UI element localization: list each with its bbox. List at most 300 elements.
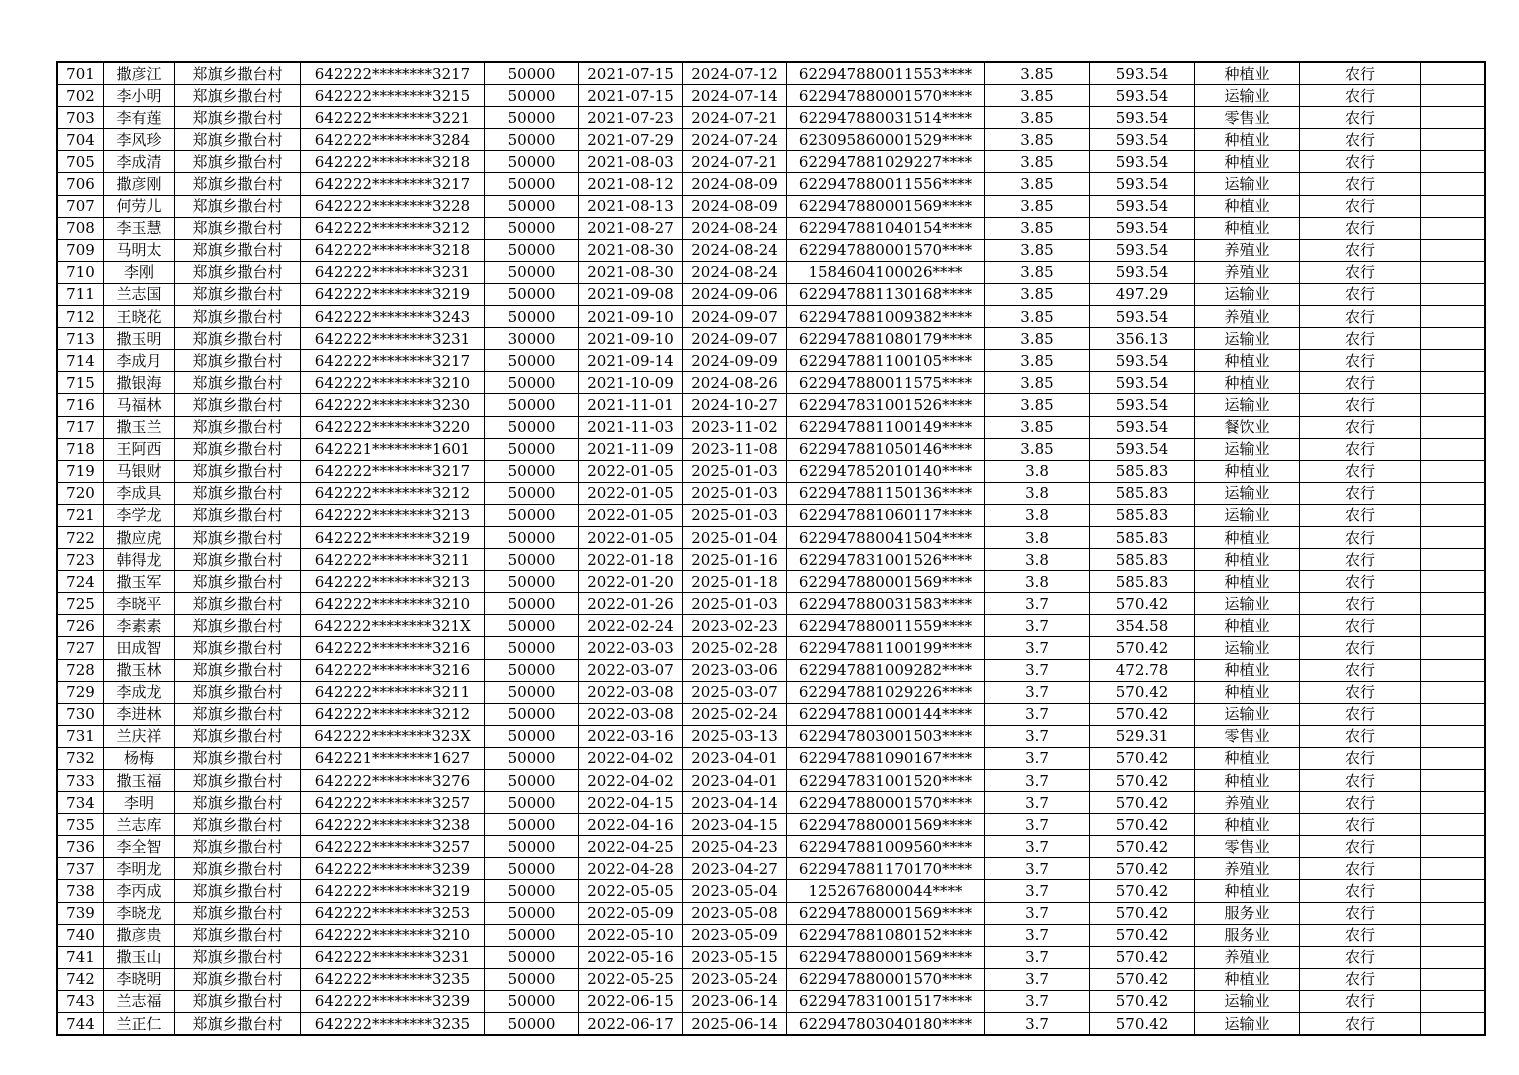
end-date-cell: 2025-06-14 (683, 1013, 787, 1036)
borrower-name-cell: 马银财 (104, 460, 175, 482)
borrower-name-cell: 李晓平 (104, 593, 175, 615)
id-number-cell: 642222********3238 (301, 814, 485, 836)
end-date-cell: 2023-04-14 (683, 792, 787, 814)
end-date-cell: 2024-08-09 (683, 195, 787, 217)
table-row (57, 637, 1485, 659)
borrower-name-cell: 李风珍 (104, 129, 175, 151)
bank-cell: 农行 (1300, 394, 1421, 416)
end-date-cell: 2024-08-09 (683, 173, 787, 195)
address-cell: 郑旗乡撒台村 (175, 62, 301, 85)
bank-cell: 农行 (1300, 968, 1421, 990)
loan-amount-cell: 50000 (485, 659, 579, 681)
table-row (57, 703, 1485, 725)
account-number-cell: 623095860001529**** (787, 129, 985, 151)
id-number-cell: 642222********3253 (301, 902, 485, 924)
interest-rate-cell: 3.7 (985, 902, 1090, 924)
interest-rate-cell: 3.7 (985, 637, 1090, 659)
table-row (57, 195, 1485, 217)
borrower-name-cell: 李明龙 (104, 858, 175, 880)
account-number-cell: 622947881050146**** (787, 438, 985, 460)
start-date-cell: 2022-01-05 (579, 460, 683, 482)
id-number-cell: 642222********3219 (301, 880, 485, 902)
table-row (57, 62, 1485, 85)
table-row (57, 681, 1485, 703)
interest-amount-cell: 593.54 (1090, 107, 1195, 129)
industry-cell: 运输业 (1195, 438, 1300, 460)
start-date-cell: 2021-09-14 (579, 350, 683, 372)
interest-rate-cell: 3.85 (985, 85, 1090, 107)
table-row (57, 549, 1485, 571)
bank-cell: 农行 (1300, 526, 1421, 548)
account-number-cell: 622947881029226**** (787, 681, 985, 703)
loan-amount-cell: 50000 (485, 151, 579, 173)
account-number-cell: 622947831001520**** (787, 770, 985, 792)
bank-cell: 农行 (1300, 946, 1421, 968)
industry-cell: 养殖业 (1195, 239, 1300, 261)
id-number-cell: 642222********3213 (301, 571, 485, 593)
loan-amount-cell: 50000 (485, 571, 579, 593)
bank-cell: 农行 (1300, 239, 1421, 261)
account-number-cell: 622947881000144**** (787, 703, 985, 725)
start-date-cell: 2022-02-24 (579, 615, 683, 637)
start-date-cell: 2021-07-23 (579, 107, 683, 129)
table-row (57, 571, 1485, 593)
loan-amount-cell: 50000 (485, 615, 579, 637)
borrower-name-cell: 李学龙 (104, 504, 175, 526)
bank-cell: 农行 (1300, 924, 1421, 946)
id-number-cell: 642222********3218 (301, 239, 485, 261)
empty-cell (1421, 792, 1486, 814)
address-cell: 郑旗乡撒台村 (175, 350, 301, 372)
industry-cell: 种植业 (1195, 549, 1300, 571)
interest-rate-cell: 3.7 (985, 770, 1090, 792)
borrower-name-cell: 李晓龙 (104, 902, 175, 924)
interest-rate-cell: 3.85 (985, 195, 1090, 217)
id-number-cell: 642222********3257 (301, 836, 485, 858)
id-number-cell: 642222********3284 (301, 129, 485, 151)
id-number-cell: 642222********3231 (301, 328, 485, 350)
end-date-cell: 2024-07-12 (683, 62, 787, 85)
borrower-name-cell: 韩得龙 (104, 549, 175, 571)
interest-amount-cell: 354.58 (1090, 615, 1195, 637)
account-number-cell: 622947880001569**** (787, 571, 985, 593)
bank-cell: 农行 (1300, 151, 1421, 173)
borrower-name-cell: 撒玉明 (104, 328, 175, 350)
bank-cell: 农行 (1300, 725, 1421, 747)
loan-amount-cell: 50000 (485, 814, 579, 836)
account-number-cell: 622947881170170**** (787, 858, 985, 880)
borrower-name-cell: 李成月 (104, 350, 175, 372)
empty-cell (1421, 107, 1486, 129)
start-date-cell: 2021-09-08 (579, 283, 683, 305)
id-number-cell: 642222********3231 (301, 946, 485, 968)
empty-cell (1421, 968, 1486, 990)
start-date-cell: 2022-03-16 (579, 725, 683, 747)
start-date-cell: 2022-04-02 (579, 747, 683, 769)
interest-amount-cell: 593.54 (1090, 85, 1195, 107)
industry-cell: 养殖业 (1195, 261, 1300, 283)
address-cell: 郑旗乡撒台村 (175, 770, 301, 792)
loan-amount-cell: 50000 (485, 416, 579, 438)
interest-amount-cell: 570.42 (1090, 792, 1195, 814)
row-number-cell: 702 (57, 85, 104, 107)
address-cell: 郑旗乡撒台村 (175, 283, 301, 305)
borrower-name-cell: 李晓明 (104, 968, 175, 990)
bank-cell: 农行 (1300, 283, 1421, 305)
loan-amount-cell: 50000 (485, 880, 579, 902)
start-date-cell: 2022-04-28 (579, 858, 683, 880)
row-number-cell: 730 (57, 703, 104, 725)
industry-cell: 零售业 (1195, 836, 1300, 858)
interest-rate-cell: 3.7 (985, 747, 1090, 769)
address-cell: 郑旗乡撒台村 (175, 659, 301, 681)
bank-cell: 农行 (1300, 836, 1421, 858)
borrower-name-cell: 田成智 (104, 637, 175, 659)
loan-amount-cell: 50000 (485, 858, 579, 880)
start-date-cell: 2022-01-26 (579, 593, 683, 615)
industry-cell: 种植业 (1195, 62, 1300, 85)
interest-rate-cell: 3.85 (985, 173, 1090, 195)
address-cell: 郑旗乡撒台村 (175, 239, 301, 261)
bank-cell: 农行 (1300, 858, 1421, 880)
start-date-cell: 2022-05-09 (579, 902, 683, 924)
interest-rate-cell: 3.7 (985, 858, 1090, 880)
table-row (57, 239, 1485, 261)
interest-rate-cell: 3.7 (985, 946, 1090, 968)
table-row (57, 460, 1485, 482)
address-cell: 郑旗乡撒台村 (175, 482, 301, 504)
account-number-cell: 622947803040180**** (787, 1013, 985, 1036)
interest-rate-cell: 3.8 (985, 526, 1090, 548)
interest-rate-cell: 3.85 (985, 62, 1090, 85)
row-number-cell: 726 (57, 615, 104, 637)
interest-amount-cell: 585.83 (1090, 504, 1195, 526)
empty-cell (1421, 880, 1486, 902)
interest-amount-cell: 472.78 (1090, 659, 1195, 681)
interest-amount-cell: 570.42 (1090, 1013, 1195, 1036)
account-number-cell: 622947880011575**** (787, 372, 985, 394)
bank-cell: 农行 (1300, 350, 1421, 372)
end-date-cell: 2025-04-23 (683, 836, 787, 858)
account-number-cell: 622947881080179**** (787, 328, 985, 350)
start-date-cell: 2021-11-01 (579, 394, 683, 416)
loan-amount-cell: 50000 (485, 968, 579, 990)
end-date-cell: 2024-09-06 (683, 283, 787, 305)
industry-cell: 运输业 (1195, 394, 1300, 416)
bank-cell: 农行 (1300, 615, 1421, 637)
bank-cell: 农行 (1300, 173, 1421, 195)
bank-cell: 农行 (1300, 372, 1421, 394)
id-number-cell: 642222********3211 (301, 549, 485, 571)
id-number-cell: 642222********3217 (301, 460, 485, 482)
interest-amount-cell: 593.54 (1090, 129, 1195, 151)
interest-rate-cell: 3.8 (985, 482, 1090, 504)
account-number-cell: 622947881100149**** (787, 416, 985, 438)
row-number-cell: 729 (57, 681, 104, 703)
bank-cell: 农行 (1300, 195, 1421, 217)
address-cell: 郑旗乡撒台村 (175, 306, 301, 328)
interest-rate-cell: 3.85 (985, 350, 1090, 372)
address-cell: 郑旗乡撒台村 (175, 85, 301, 107)
bank-cell: 农行 (1300, 814, 1421, 836)
start-date-cell: 2022-05-05 (579, 880, 683, 902)
row-number-cell: 704 (57, 129, 104, 151)
industry-cell: 运输业 (1195, 504, 1300, 526)
borrower-name-cell: 撒应虎 (104, 526, 175, 548)
empty-cell (1421, 747, 1486, 769)
industry-cell: 种植业 (1195, 770, 1300, 792)
industry-cell: 种植业 (1195, 814, 1300, 836)
bank-cell: 农行 (1300, 261, 1421, 283)
borrower-name-cell: 撒玉福 (104, 770, 175, 792)
interest-amount-cell: 570.42 (1090, 814, 1195, 836)
borrower-name-cell: 何劳儿 (104, 195, 175, 217)
interest-rate-cell: 3.7 (985, 593, 1090, 615)
start-date-cell: 2021-11-03 (579, 416, 683, 438)
account-number-cell: 622947881009382**** (787, 306, 985, 328)
row-number-cell: 722 (57, 526, 104, 548)
account-number-cell: 622947880001570**** (787, 85, 985, 107)
loan-amount-cell: 50000 (485, 703, 579, 725)
interest-amount-cell: 570.42 (1090, 770, 1195, 792)
account-number-cell: 622947881080152**** (787, 924, 985, 946)
address-cell: 郑旗乡撒台村 (175, 438, 301, 460)
end-date-cell: 2025-01-18 (683, 571, 787, 593)
industry-cell: 运输业 (1195, 85, 1300, 107)
row-number-cell: 721 (57, 504, 104, 526)
industry-cell: 服务业 (1195, 924, 1300, 946)
industry-cell: 种植业 (1195, 968, 1300, 990)
end-date-cell: 2024-08-24 (683, 217, 787, 239)
interest-amount-cell: 585.83 (1090, 571, 1195, 593)
empty-cell (1421, 394, 1486, 416)
address-cell: 郑旗乡撒台村 (175, 615, 301, 637)
end-date-cell: 2024-09-07 (683, 306, 787, 328)
loan-record-table (56, 61, 1486, 1036)
address-cell: 郑旗乡撒台村 (175, 725, 301, 747)
interest-rate-cell: 3.85 (985, 438, 1090, 460)
account-number-cell: 622947831001517**** (787, 990, 985, 1012)
empty-cell (1421, 239, 1486, 261)
row-number-cell: 725 (57, 593, 104, 615)
bank-cell: 农行 (1300, 571, 1421, 593)
id-number-cell: 642222********3216 (301, 637, 485, 659)
start-date-cell: 2022-04-15 (579, 792, 683, 814)
account-number-cell: 622947881009560**** (787, 836, 985, 858)
account-number-cell: 622947880011553**** (787, 62, 985, 85)
empty-cell (1421, 504, 1486, 526)
interest-rate-cell: 3.85 (985, 328, 1090, 350)
empty-cell (1421, 85, 1486, 107)
industry-cell: 餐饮业 (1195, 416, 1300, 438)
row-number-cell: 732 (57, 747, 104, 769)
row-number-cell: 710 (57, 261, 104, 283)
start-date-cell: 2022-04-02 (579, 770, 683, 792)
empty-cell (1421, 460, 1486, 482)
row-number-cell: 740 (57, 924, 104, 946)
loan-amount-cell: 50000 (485, 62, 579, 85)
row-number-cell: 736 (57, 836, 104, 858)
id-number-cell: 642222********3257 (301, 792, 485, 814)
row-number-cell: 707 (57, 195, 104, 217)
interest-rate-cell: 3.7 (985, 814, 1090, 836)
interest-amount-cell: 529.31 (1090, 725, 1195, 747)
id-number-cell: 642222********3276 (301, 770, 485, 792)
borrower-name-cell: 撒银海 (104, 372, 175, 394)
id-number-cell: 642221********1601 (301, 438, 485, 460)
loan-amount-cell: 50000 (485, 836, 579, 858)
bank-cell: 农行 (1300, 703, 1421, 725)
row-number-cell: 739 (57, 902, 104, 924)
id-number-cell: 642222********3217 (301, 62, 485, 85)
borrower-name-cell: 马明太 (104, 239, 175, 261)
industry-cell: 运输业 (1195, 173, 1300, 195)
bank-cell: 农行 (1300, 990, 1421, 1012)
interest-rate-cell: 3.7 (985, 836, 1090, 858)
table-row (57, 880, 1485, 902)
interest-amount-cell: 570.42 (1090, 902, 1195, 924)
industry-cell: 服务业 (1195, 902, 1300, 924)
account-number-cell: 622947880001570**** (787, 968, 985, 990)
address-cell: 郑旗乡撒台村 (175, 703, 301, 725)
end-date-cell: 2024-07-14 (683, 85, 787, 107)
industry-cell: 养殖业 (1195, 792, 1300, 814)
account-number-cell: 622947880001570**** (787, 792, 985, 814)
address-cell: 郑旗乡撒台村 (175, 990, 301, 1012)
empty-cell (1421, 306, 1486, 328)
interest-rate-cell: 3.7 (985, 659, 1090, 681)
empty-cell (1421, 372, 1486, 394)
empty-cell (1421, 217, 1486, 239)
address-cell: 郑旗乡撒台村 (175, 217, 301, 239)
empty-cell (1421, 814, 1486, 836)
account-number-cell: 622947880001570**** (787, 239, 985, 261)
end-date-cell: 2023-03-06 (683, 659, 787, 681)
account-number-cell: 622947881009282**** (787, 659, 985, 681)
empty-cell (1421, 703, 1486, 725)
bank-cell: 农行 (1300, 770, 1421, 792)
table-row (57, 946, 1485, 968)
borrower-name-cell: 撒玉山 (104, 946, 175, 968)
interest-amount-cell: 570.42 (1090, 880, 1195, 902)
address-cell: 郑旗乡撒台村 (175, 107, 301, 129)
industry-cell: 运输业 (1195, 593, 1300, 615)
bank-cell: 农行 (1300, 62, 1421, 85)
account-number-cell: 622947880011556**** (787, 173, 985, 195)
borrower-name-cell: 兰庆祥 (104, 725, 175, 747)
interest-amount-cell: 570.42 (1090, 747, 1195, 769)
interest-amount-cell: 497.29 (1090, 283, 1195, 305)
address-cell: 郑旗乡撒台村 (175, 504, 301, 526)
interest-rate-cell: 3.85 (985, 107, 1090, 129)
empty-cell (1421, 151, 1486, 173)
row-number-cell: 715 (57, 372, 104, 394)
bank-cell: 农行 (1300, 659, 1421, 681)
row-number-cell: 708 (57, 217, 104, 239)
id-number-cell: 642222********3212 (301, 482, 485, 504)
start-date-cell: 2021-11-09 (579, 438, 683, 460)
interest-amount-cell: 593.54 (1090, 350, 1195, 372)
interest-rate-cell: 3.85 (985, 151, 1090, 173)
id-number-cell: 642222********3243 (301, 306, 485, 328)
borrower-name-cell: 李丙成 (104, 880, 175, 902)
id-number-cell: 642222********3217 (301, 173, 485, 195)
address-cell: 郑旗乡撒台村 (175, 968, 301, 990)
row-number-cell: 705 (57, 151, 104, 173)
interest-amount-cell: 593.54 (1090, 151, 1195, 173)
end-date-cell: 2023-04-01 (683, 770, 787, 792)
empty-cell (1421, 593, 1486, 615)
industry-cell: 种植业 (1195, 129, 1300, 151)
row-number-cell: 735 (57, 814, 104, 836)
start-date-cell: 2021-10-09 (579, 372, 683, 394)
loan-amount-cell: 30000 (485, 328, 579, 350)
empty-cell (1421, 836, 1486, 858)
table-row (57, 725, 1485, 747)
end-date-cell: 2024-10-27 (683, 394, 787, 416)
interest-amount-cell: 570.42 (1090, 968, 1195, 990)
industry-cell: 种植业 (1195, 195, 1300, 217)
interest-rate-cell: 3.7 (985, 615, 1090, 637)
table-row (57, 306, 1485, 328)
empty-cell (1421, 195, 1486, 217)
interest-amount-cell: 585.83 (1090, 482, 1195, 504)
empty-cell (1421, 350, 1486, 372)
start-date-cell: 2022-01-05 (579, 482, 683, 504)
borrower-name-cell: 撒玉林 (104, 659, 175, 681)
borrower-name-cell: 李有莲 (104, 107, 175, 129)
start-date-cell: 2022-03-07 (579, 659, 683, 681)
table-row (57, 747, 1485, 769)
row-number-cell: 720 (57, 482, 104, 504)
account-number-cell: 622947880041504**** (787, 526, 985, 548)
start-date-cell: 2021-09-10 (579, 328, 683, 350)
interest-amount-cell: 593.54 (1090, 394, 1195, 416)
interest-amount-cell: 593.54 (1090, 306, 1195, 328)
table-row (57, 283, 1485, 305)
start-date-cell: 2021-08-12 (579, 173, 683, 195)
id-number-cell: 642222********321X (301, 615, 485, 637)
start-date-cell: 2021-08-13 (579, 195, 683, 217)
id-number-cell: 642222********3210 (301, 924, 485, 946)
end-date-cell: 2023-05-04 (683, 880, 787, 902)
table-row (57, 659, 1485, 681)
loan-amount-cell: 50000 (485, 747, 579, 769)
table-row (57, 902, 1485, 924)
industry-cell: 运输业 (1195, 990, 1300, 1012)
interest-amount-cell: 570.42 (1090, 924, 1195, 946)
borrower-name-cell: 撒彦贵 (104, 924, 175, 946)
start-date-cell: 2022-04-16 (579, 814, 683, 836)
account-number-cell: 622947881130168**** (787, 283, 985, 305)
table-row (57, 990, 1485, 1012)
row-number-cell: 716 (57, 394, 104, 416)
borrower-name-cell: 兰志福 (104, 990, 175, 1012)
loan-amount-cell: 50000 (485, 85, 579, 107)
borrower-name-cell: 撒彦江 (104, 62, 175, 85)
address-cell: 郑旗乡撒台村 (175, 394, 301, 416)
bank-cell: 农行 (1300, 681, 1421, 703)
id-number-cell: 642222********3235 (301, 968, 485, 990)
interest-amount-cell: 585.83 (1090, 526, 1195, 548)
address-cell: 郑旗乡撒台村 (175, 526, 301, 548)
row-number-cell: 711 (57, 283, 104, 305)
industry-cell: 运输业 (1195, 703, 1300, 725)
row-number-cell: 701 (57, 62, 104, 85)
table-row (57, 372, 1485, 394)
address-cell: 郑旗乡撒台村 (175, 858, 301, 880)
interest-amount-cell: 570.42 (1090, 836, 1195, 858)
